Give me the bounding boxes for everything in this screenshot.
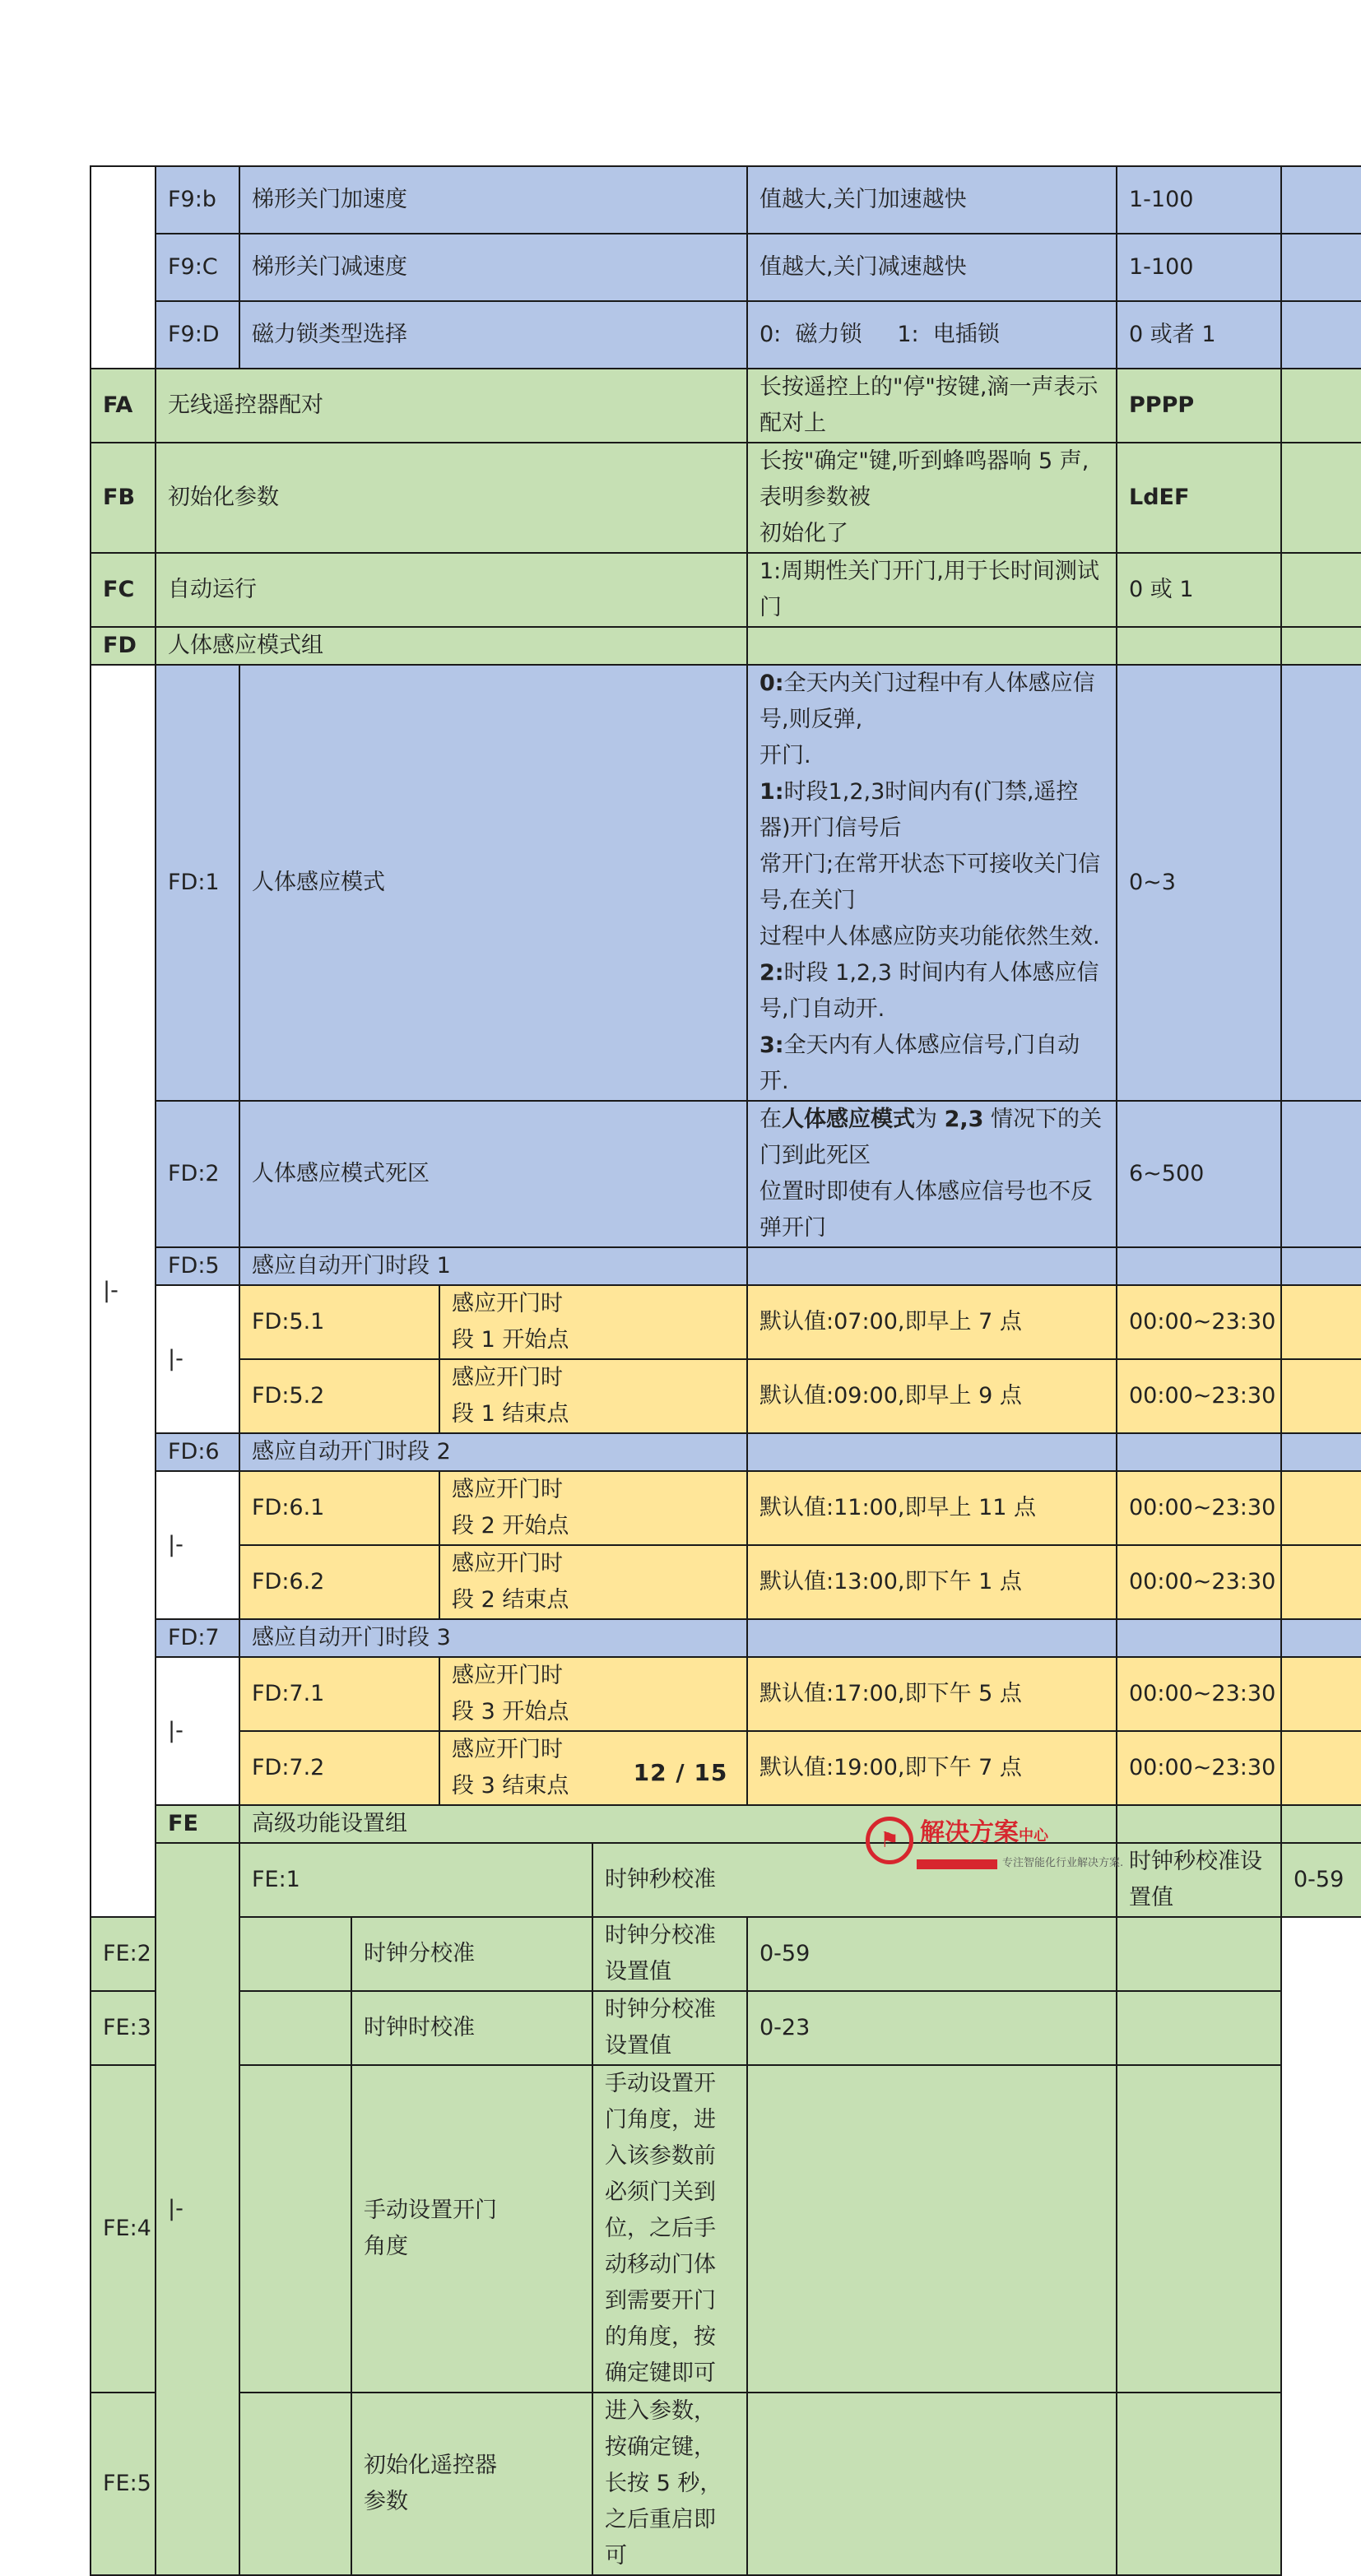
group-range: 0 或 1 bbox=[1117, 553, 1281, 627]
sub-param-extra bbox=[1281, 1657, 1361, 1731]
logo-title-main: 解决方案 bbox=[920, 1818, 1019, 1847]
name-line: 段 3 开始点 bbox=[452, 1699, 569, 1724]
group-code: FE bbox=[156, 1805, 239, 1843]
param-desc bbox=[747, 1433, 1117, 1471]
name-line: 感应开门时 bbox=[452, 1477, 563, 1502]
param-name: 时钟秒校准 bbox=[592, 1843, 1117, 1917]
sub-group-marker: |- bbox=[156, 1657, 239, 1805]
desc-line: 初始化了 bbox=[759, 521, 848, 546]
logo-subtitle: 专注智能化行业解决方案. bbox=[1002, 1857, 1124, 1869]
table-row-fd6 bbox=[91, 1433, 1361, 1471]
param-name bbox=[351, 2065, 592, 2393]
mode-key: 2: bbox=[759, 960, 784, 986]
param-name: 磁力锁类型选择 bbox=[239, 301, 747, 369]
param-name: 人体感应模式死区 bbox=[239, 1101, 747, 1247]
page-separator: / bbox=[676, 1759, 685, 1786]
group-extra bbox=[1281, 443, 1361, 553]
mode-key: 1: bbox=[759, 779, 784, 805]
param-name: 时钟分校准 bbox=[351, 1917, 592, 1991]
table-row-fc bbox=[91, 553, 1361, 627]
table-row-f9d bbox=[91, 301, 1361, 369]
table-row-fd6-1 bbox=[91, 1471, 1361, 1545]
desc-line: 进入参数，按确定键，长按 5 秒，之后重启即 bbox=[605, 2398, 722, 2532]
mode-text: 全天内有人体感应信号,门自动开. bbox=[759, 1033, 1080, 1094]
name-line: 段 1 开始点 bbox=[452, 1327, 569, 1353]
group-extra bbox=[1281, 627, 1361, 665]
sub-group-marker: |- bbox=[156, 1471, 239, 1619]
desc-line: 确定键即可 bbox=[605, 2360, 716, 2386]
group-range bbox=[1117, 627, 1281, 665]
table-row-fd bbox=[91, 627, 1361, 665]
param-range bbox=[1117, 1433, 1281, 1471]
param-desc bbox=[592, 2065, 747, 2393]
desc-line: 常开门;在常开状态下可接收关门信号,在关门 bbox=[759, 852, 1101, 913]
param-code: FE:4 bbox=[91, 2065, 351, 2393]
param-extra bbox=[1281, 1101, 1361, 1247]
param-code: FD:7 bbox=[156, 1619, 239, 1657]
param-desc: 0: 磁力锁 1: 电插锁 bbox=[747, 301, 1117, 369]
sub-param-extra bbox=[1281, 1359, 1361, 1433]
param-extra bbox=[1281, 665, 1361, 1101]
name-line: 段 1 结束点 bbox=[452, 1401, 569, 1427]
table-row-f9c bbox=[91, 234, 1361, 301]
table-row-fd5-1 bbox=[91, 1285, 1361, 1359]
desc-line bbox=[759, 1102, 1104, 1174]
table-row-fd2 bbox=[91, 1101, 1361, 1247]
desc-line: 长按"确定"键,听到蜂鸣器响 5 声,表明参数被 bbox=[759, 448, 1089, 510]
param-desc bbox=[747, 1247, 1117, 1285]
param-range: 1-100 bbox=[1117, 234, 1281, 301]
sub-param-range: 00:00~23:30 bbox=[1117, 1285, 1281, 1359]
param-range bbox=[747, 2393, 1117, 2575]
desc-line: 位，之后手动移动门体到需要开门的角度，按 bbox=[605, 2216, 716, 2350]
param-name bbox=[351, 2393, 592, 2575]
param-code: FE:1 bbox=[239, 1843, 592, 1917]
name-line: 段 3 结束点 bbox=[452, 1773, 569, 1799]
param-range: 0-23 bbox=[747, 1991, 1117, 2065]
mode-key: 3: bbox=[759, 1033, 784, 1058]
desc-line bbox=[759, 955, 1104, 1028]
param-range bbox=[1117, 1247, 1281, 1285]
table-row-fd5 bbox=[91, 1247, 1361, 1285]
param-code: FD:5 bbox=[156, 1247, 239, 1285]
mode-key: 0: bbox=[759, 671, 784, 696]
sub-param-extra bbox=[1281, 1545, 1361, 1619]
book-icon: ⚑ bbox=[866, 1817, 913, 1864]
sub-param-range: 00:00~23:30 bbox=[1117, 1657, 1281, 1731]
group-code: FA bbox=[91, 369, 156, 443]
name-line: 感应开门时 bbox=[452, 1291, 563, 1316]
param-desc: 时钟分校准设置值 bbox=[592, 1991, 747, 2065]
name-line: 初始化遥控器 bbox=[364, 2453, 497, 2478]
name-line: 段 2 开始点 bbox=[452, 1513, 569, 1539]
name-line: 感应开门时 bbox=[452, 1663, 563, 1688]
param-desc bbox=[747, 665, 1117, 1101]
param-code: F9:C bbox=[156, 234, 239, 301]
group-desc bbox=[747, 443, 1117, 553]
param-code: FE:5 bbox=[91, 2393, 351, 2575]
group-desc bbox=[1117, 1805, 1281, 1843]
brand-logo bbox=[866, 1817, 1137, 1877]
sub-param-range: 00:00~23:30 bbox=[1117, 1731, 1281, 1805]
group-name: 无线遥控器配对 bbox=[156, 369, 747, 443]
param-extra bbox=[1281, 1247, 1361, 1285]
sub-param-code: FD:7.2 bbox=[239, 1731, 439, 1805]
group-desc: 1:周期性关门开门,用于长时间测试门 bbox=[747, 553, 1117, 627]
param-range: 0 或者 1 bbox=[1117, 301, 1281, 369]
name-line: 感应开门时 bbox=[452, 1737, 563, 1762]
sub-param-range: 00:00~23:30 bbox=[1117, 1471, 1281, 1545]
sub-param-extra bbox=[1281, 1471, 1361, 1545]
name-line: 感应开门时 bbox=[452, 1551, 563, 1576]
sub-param-desc: 默认值:13:00,即下午 1 点 bbox=[747, 1545, 1117, 1619]
group-name: 高级功能设置组 bbox=[239, 1805, 1117, 1843]
desc-text: 为 bbox=[915, 1107, 945, 1132]
param-extra bbox=[1281, 234, 1361, 301]
sub-param-name bbox=[439, 1657, 747, 1731]
param-extra bbox=[1281, 166, 1361, 234]
group-code: FD bbox=[91, 627, 156, 665]
sub-param-range: 00:00~23:30 bbox=[1117, 1359, 1281, 1433]
param-range: 0-59 bbox=[1281, 1843, 1361, 1917]
sub-param-code: FD:6.1 bbox=[239, 1471, 439, 1545]
name-line: 参数 bbox=[364, 2489, 408, 2514]
logo-title-suffix: 中心 bbox=[1019, 1827, 1048, 1845]
group-desc: 长按遥控上的"停"按键,滴一声表示配对上 bbox=[747, 369, 1117, 443]
param-code: FD:2 bbox=[156, 1101, 239, 1247]
page-number bbox=[0, 1759, 1361, 1786]
table-row-fe3 bbox=[91, 1991, 1361, 2065]
sub-param-desc: 默认值:11:00,即早上 11 点 bbox=[747, 1471, 1117, 1545]
fd-group-marker: |- bbox=[91, 665, 156, 1917]
sub-param-code: FD:5.1 bbox=[239, 1285, 439, 1359]
param-range: 6~500 bbox=[1117, 1101, 1281, 1247]
param-desc: 值越大,关门加速越快 bbox=[747, 166, 1117, 234]
param-name: 梯形关门加速度 bbox=[239, 166, 747, 234]
desc-text: 在 bbox=[759, 1107, 782, 1132]
param-code: FD:1 bbox=[156, 665, 239, 1101]
param-desc: 时钟分校准设置值 bbox=[592, 1917, 747, 1991]
table-row-fd7 bbox=[91, 1619, 1361, 1657]
sub-group-marker: |- bbox=[156, 1285, 239, 1433]
sub-param-desc: 默认值:17:00,即下午 5 点 bbox=[747, 1657, 1117, 1731]
fe-group-marker: |- bbox=[156, 1843, 239, 2575]
table-row-fd7-1 bbox=[91, 1657, 1361, 1731]
sub-param-code: FD:5.2 bbox=[239, 1359, 439, 1433]
param-desc bbox=[747, 1101, 1117, 1247]
param-name: 梯形关门减速度 bbox=[239, 234, 747, 301]
name-line: 段 2 结束点 bbox=[452, 1587, 569, 1613]
param-range: 0~3 bbox=[1117, 665, 1281, 1101]
table-row-fe bbox=[91, 1805, 1361, 1843]
group-name: 人体感应模式组 bbox=[156, 627, 747, 665]
desc-text: 情况下的关门到此死区 bbox=[759, 1107, 1103, 1168]
mode-text: 全天内关门过程中有人体感应信号,则反弹, bbox=[759, 671, 1095, 732]
desc-line: 开门. bbox=[759, 743, 811, 768]
param-code: FE:2 bbox=[91, 1917, 351, 1991]
mode-text: 时段 1,2,3 时间内有人体感应信号,门自动开. bbox=[759, 960, 1099, 1022]
param-extra bbox=[1281, 1619, 1361, 1657]
param-name: 感应自动开门时段 2 bbox=[239, 1433, 747, 1471]
param-extra bbox=[1117, 1991, 1281, 2065]
param-range bbox=[747, 2065, 1117, 2393]
sub-param-name bbox=[439, 1545, 747, 1619]
group-name: 初始化参数 bbox=[156, 443, 747, 553]
desc-line bbox=[759, 666, 1104, 738]
param-code: FE:3 bbox=[91, 1991, 351, 2065]
table-row-fe4 bbox=[91, 2065, 1361, 2393]
desc-line bbox=[759, 1028, 1104, 1100]
param-extra bbox=[1281, 301, 1361, 369]
desc-line: 位置时即使有人体感应信号也不反弹开门 bbox=[759, 1179, 1093, 1241]
param-extra bbox=[1281, 1433, 1361, 1471]
param-code: F9:b bbox=[156, 166, 239, 234]
param-name: 感应自动开门时段 1 bbox=[239, 1247, 747, 1285]
group-extra bbox=[1281, 369, 1361, 443]
sub-param-code: FD:6.2 bbox=[239, 1545, 439, 1619]
param-code: FD:6 bbox=[156, 1433, 239, 1471]
logo-bar bbox=[917, 1859, 997, 1869]
parameter-table bbox=[90, 165, 1361, 2576]
param-desc: 值越大,关门减速越快 bbox=[747, 234, 1117, 301]
logo-title bbox=[920, 1817, 1048, 1853]
table-row-fb bbox=[91, 443, 1361, 553]
param-name: 人体感应模式 bbox=[239, 665, 747, 1101]
mode-text: 时段1,2,3时间内有(门禁,遥控器)开门信号后 bbox=[759, 779, 1079, 841]
table-row-fe5 bbox=[91, 2393, 1361, 2575]
group-range: LdEF bbox=[1117, 443, 1281, 553]
f9-group-cell bbox=[91, 166, 156, 369]
table-row-f9b bbox=[91, 166, 1361, 234]
table-row-fe1 bbox=[91, 1843, 1361, 1917]
name-line: 感应开门时 bbox=[452, 1365, 563, 1390]
param-desc: 时钟秒校准设置值 bbox=[1117, 1843, 1281, 1917]
sub-param-extra bbox=[1281, 1285, 1361, 1359]
param-desc bbox=[747, 1619, 1117, 1657]
group-code: FC bbox=[91, 553, 156, 627]
table-row-fe2 bbox=[91, 1917, 1361, 1991]
param-extra bbox=[1117, 2393, 1281, 2575]
sub-param-code: FD:7.1 bbox=[239, 1657, 439, 1731]
param-extra bbox=[1117, 1917, 1281, 1991]
param-desc bbox=[592, 2393, 747, 2575]
sub-param-desc: 默认值:19:00,即下午 7 点 bbox=[747, 1731, 1117, 1805]
desc-line bbox=[759, 774, 1104, 847]
group-extra bbox=[1281, 553, 1361, 627]
group-code: FB bbox=[91, 443, 156, 553]
sub-param-name bbox=[439, 1471, 747, 1545]
group-name: 自动运行 bbox=[156, 553, 747, 627]
desc-line: 可 bbox=[605, 2543, 627, 2569]
param-name: 时钟时校准 bbox=[351, 1991, 592, 2065]
sub-param-desc: 默认值:07:00,即早上 7 点 bbox=[747, 1285, 1117, 1359]
sub-param-name bbox=[439, 1285, 747, 1359]
param-range: 1-100 bbox=[1117, 166, 1281, 234]
table-row-fa bbox=[91, 369, 1361, 443]
sub-param-range: 00:00~23:30 bbox=[1117, 1545, 1281, 1619]
desc-bold: 人体感应模式 bbox=[782, 1107, 915, 1132]
group-range bbox=[1281, 1805, 1361, 1843]
page-current: 12 bbox=[633, 1759, 667, 1786]
group-range: PPPP bbox=[1117, 369, 1281, 443]
param-range: 0-59 bbox=[747, 1917, 1117, 1991]
table-row-fd5-2 bbox=[91, 1359, 1361, 1433]
param-name: 感应自动开门时段 3 bbox=[239, 1619, 747, 1657]
desc-bold: 2,3 bbox=[944, 1107, 984, 1132]
table-row-fd1 bbox=[91, 665, 1361, 1101]
group-desc bbox=[747, 627, 1117, 665]
param-range bbox=[1117, 1619, 1281, 1657]
param-code: F9:D bbox=[156, 301, 239, 369]
table-row-fd6-2 bbox=[91, 1545, 1361, 1619]
name-line: 手动设置开门 bbox=[364, 2198, 497, 2223]
desc-line: 过程中人体感应防夹功能依然生效. bbox=[759, 924, 1100, 949]
sub-param-name bbox=[439, 1359, 747, 1433]
page-total: 15 bbox=[694, 1759, 728, 1786]
name-line: 角度 bbox=[364, 2234, 408, 2259]
param-extra bbox=[1117, 2065, 1281, 2393]
desc-line: 手动设置开门角度，进入该参数前必须门关到 bbox=[605, 2071, 716, 2205]
sub-param-desc: 默认值:09:00,即早上 9 点 bbox=[747, 1359, 1117, 1433]
